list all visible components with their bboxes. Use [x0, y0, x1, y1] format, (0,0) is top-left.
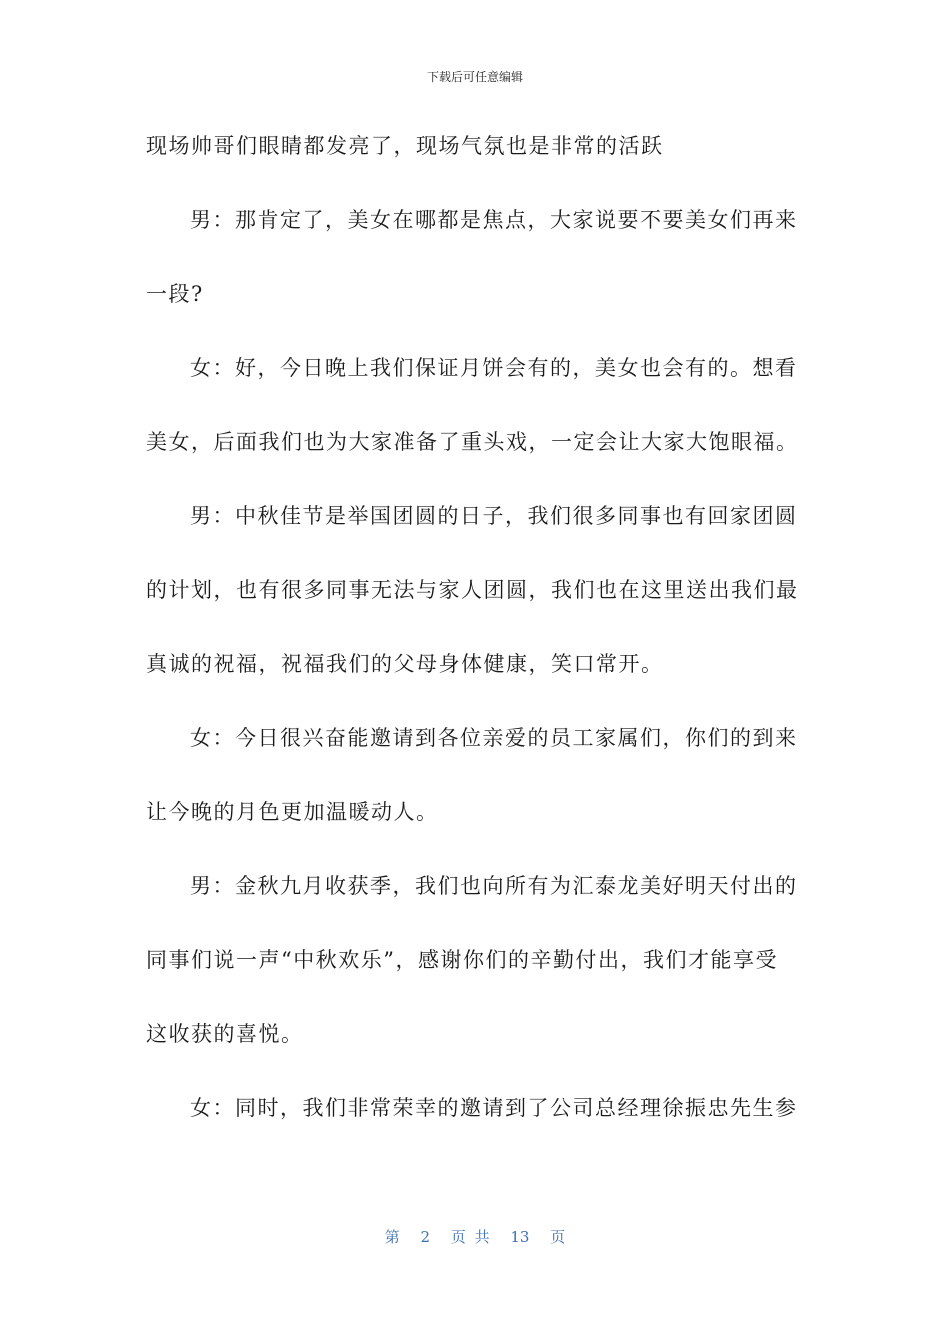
page-header: 下载后可任意编辑 — [426, 70, 523, 84]
document-body — [146, 124, 799, 1160]
text-line: 女：今日很兴奋能邀请到各位亲爱的员工家属们，你们的到来 — [190, 726, 798, 750]
text-line: 男：金秋九月收获季，我们也向所有为汇泰龙美好明天付出的 — [190, 874, 798, 898]
footer-middle: 页 共 — [450, 1228, 490, 1246]
text-line: 美女，后面我们也为大家准备了重头戏，一定会让大家大饱眼福。 — [146, 430, 799, 454]
text-line: 一段? — [146, 282, 204, 306]
footer-prefix: 第 — [384, 1228, 400, 1246]
text-line: 女：同时，我们非常荣幸的邀请到了公司总经理徐振忠先生参 — [190, 1096, 798, 1120]
text-line: 男：中秋佳节是举国团圆的日子，我们很多同事也有回家团圆 — [190, 504, 798, 528]
text-line: 的计划，也有很多同事无法与家人团圆，我们也在这里送出我们最 — [146, 578, 799, 602]
text-line: 这收获的喜悦。 — [146, 1022, 304, 1046]
text-line: 同事们说一声“中秋欢乐”，感谢你们的辛勤付出，我们才能享受 — [146, 948, 778, 972]
text-line: 男：那肯定了，美女在哪都是焦点，大家说要不要美女们再来 — [190, 208, 798, 232]
text-line: 现场帅哥们眼睛都发亮了，现场气氛也是非常的活跃 — [146, 134, 664, 158]
text-line: 让今晚的月色更加温暖动人。 — [146, 800, 439, 824]
text-line: 女：好，今日晚上我们保证月饼会有的，美女也会有的。想看 — [190, 356, 798, 380]
current-page-number: 2 — [420, 1228, 431, 1246]
total-page-count: 13 — [510, 1228, 530, 1246]
text-line: 真诚的祝福，祝福我们的父母身体健康，笑口常开。 — [146, 652, 664, 676]
footer-suffix: 页 — [550, 1228, 566, 1246]
page-footer — [0, 1226, 950, 1247]
